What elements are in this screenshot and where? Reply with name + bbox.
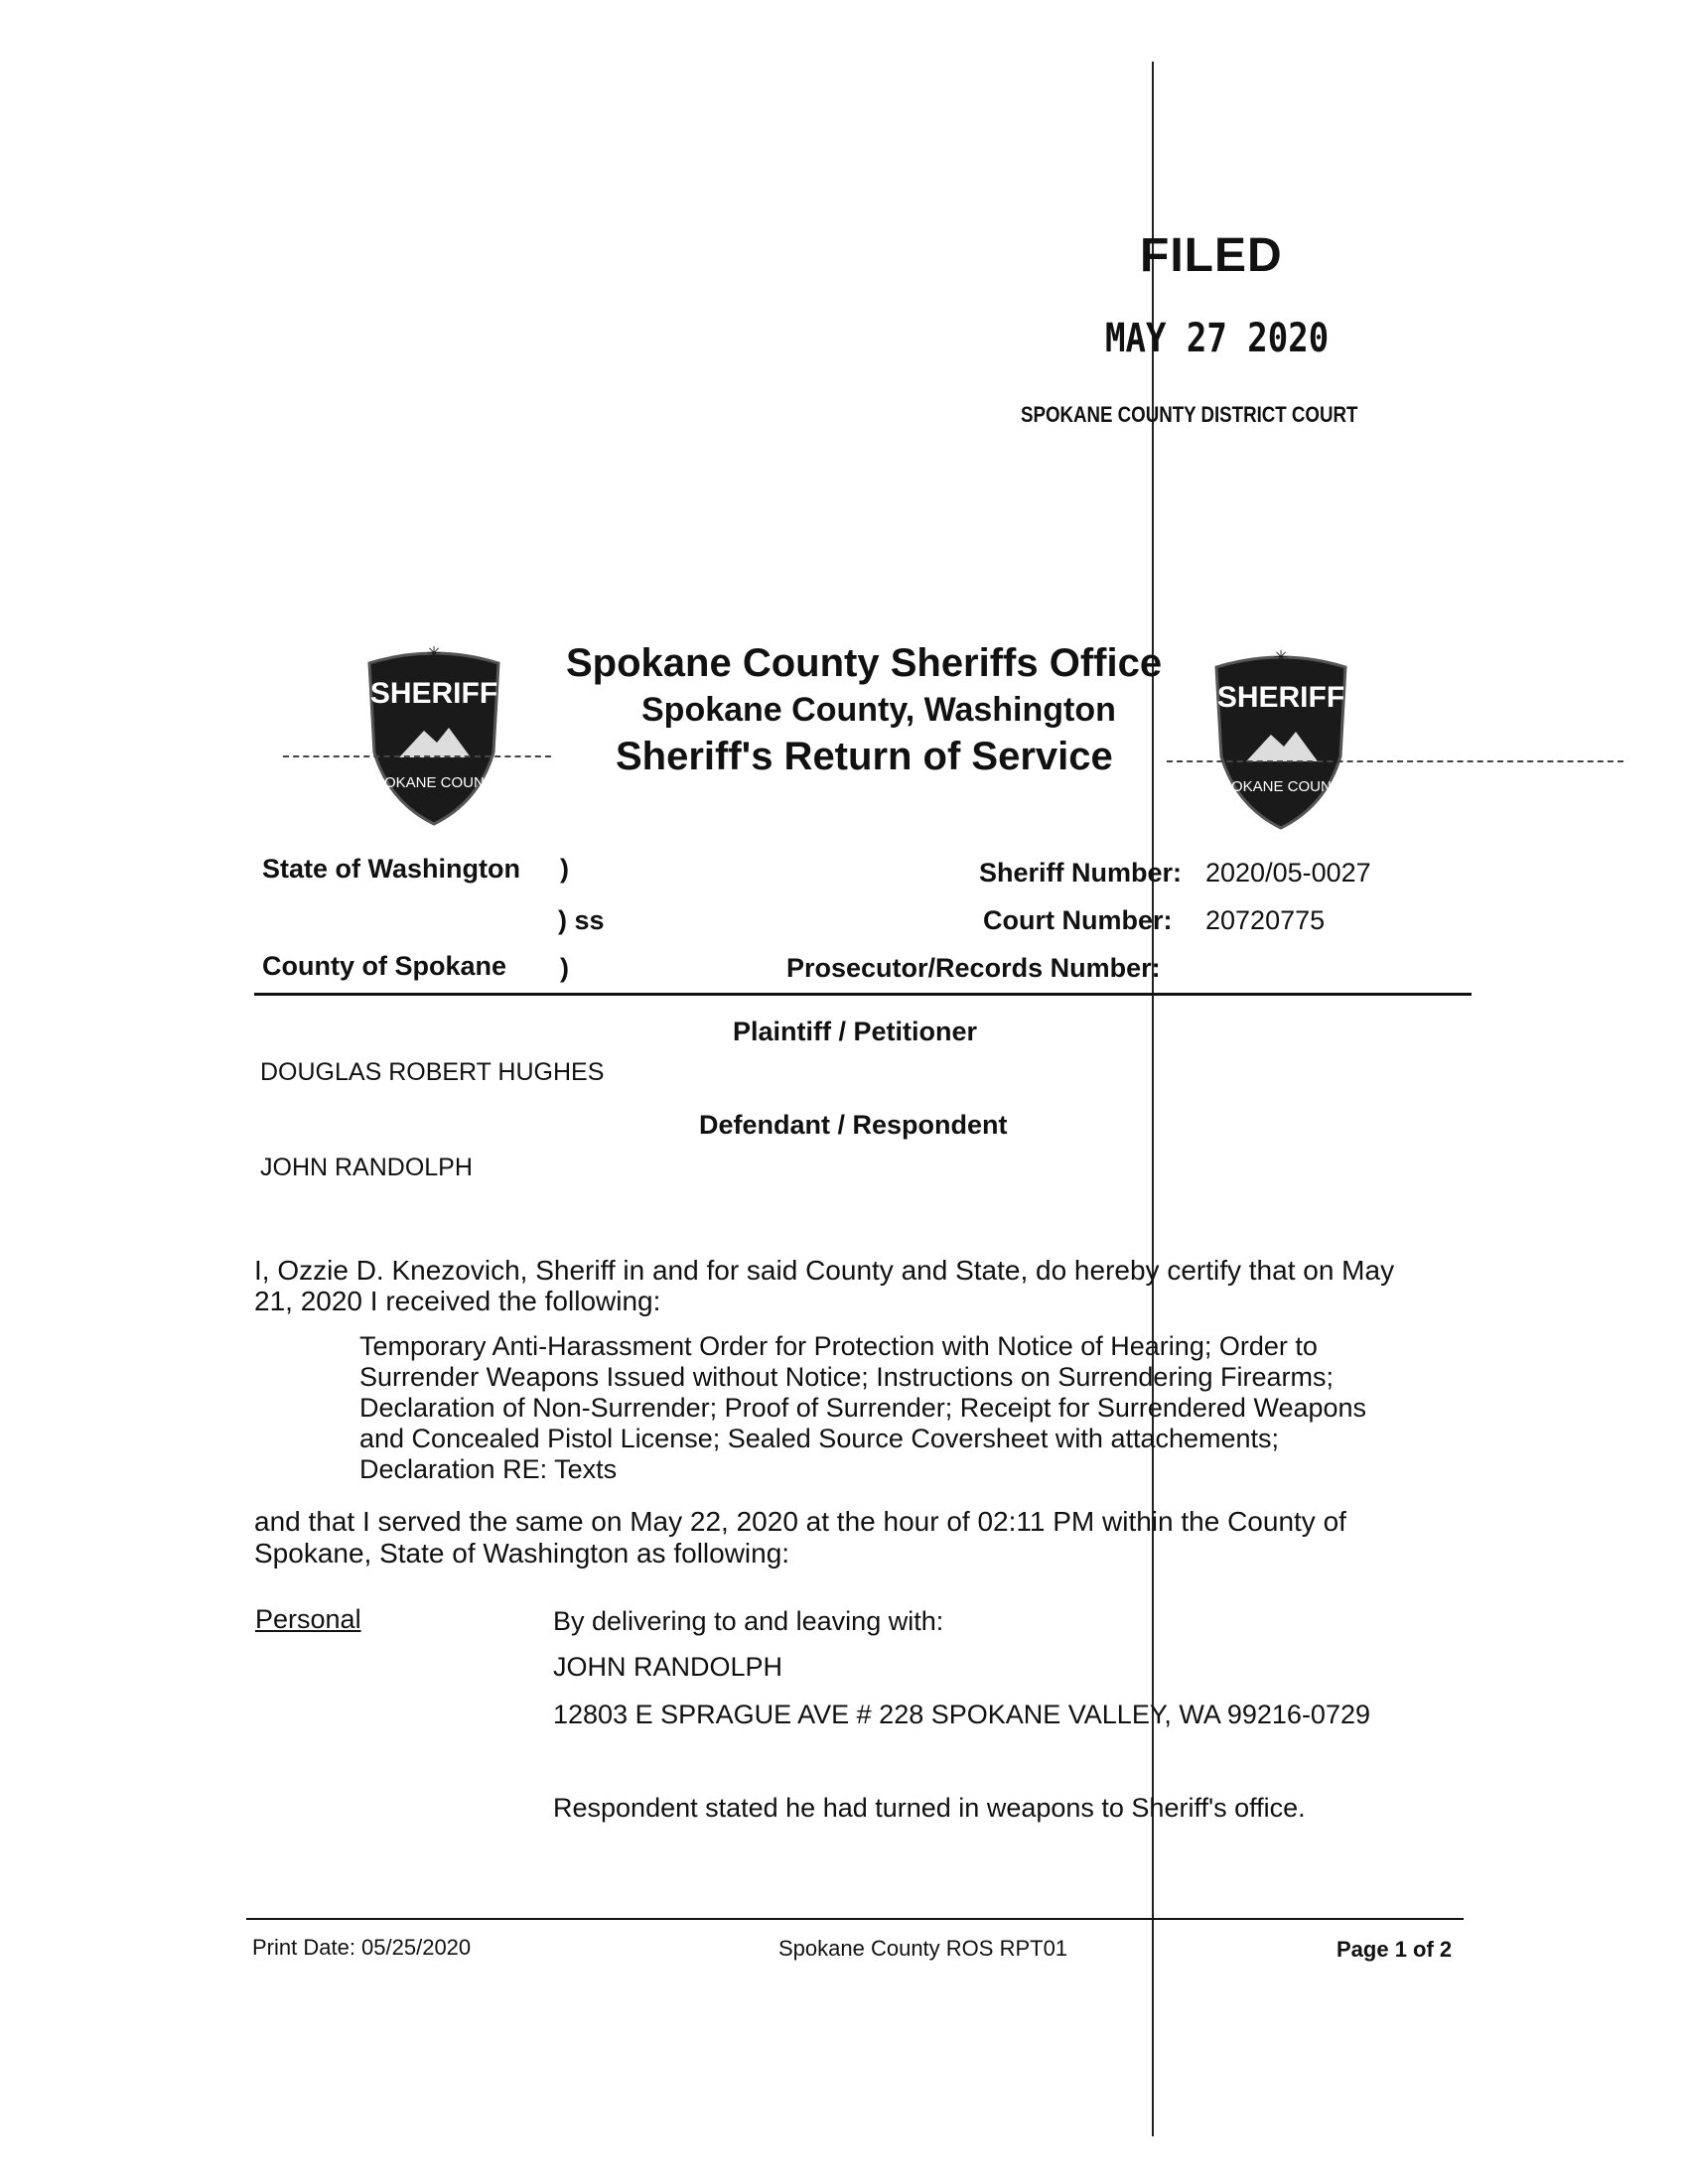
sheriff-number-label: Sheriff Number: <box>979 858 1183 887</box>
report-name: Spokane County ROS RPT01 <box>778 1936 1068 1961</box>
prosecutor-number-label: Prosecutor/Records Number: <box>786 953 1161 983</box>
footer-divider <box>246 1918 1464 1920</box>
document-list-line: Declaration of Non-Surrender; Proof of Surrender; Receipt for Surrendered Weapons <box>359 1393 1367 1423</box>
court-number-value: 20720775 <box>1205 905 1326 935</box>
stamp-vertical-line <box>1152 62 1154 2136</box>
service-method: By delivering to and leaving with: <box>553 1606 944 1636</box>
header-dash-left <box>283 755 551 757</box>
venue-paren-3: ) <box>560 953 569 983</box>
document-list-line: Temporary Anti-Harassment Order for Protection with Notice of Hearing; Order to <box>359 1331 1318 1361</box>
badge-text-top: SHERIFF <box>1216 681 1345 714</box>
document-list-line: Declaration RE: Texts <box>359 1454 618 1484</box>
page-number: Page 1 of 2 <box>1336 1937 1453 1962</box>
plaintiff-label: Plaintiff / Petitioner <box>733 1017 978 1046</box>
court-number-label: Court Number: <box>983 905 1173 935</box>
filed-date: MAY 27 2020 <box>1105 316 1330 361</box>
section-divider <box>254 993 1472 996</box>
venue-paren-1: ) <box>560 854 569 884</box>
print-date: Print Date: 05/25/2020 <box>252 1935 472 1960</box>
badge-text-bottom: SPOKANE COUNTY <box>1210 778 1351 795</box>
venue-state: State of Washington <box>262 854 520 884</box>
served-line-1: and that I served the same on May 22, 2020 at the hour of 02:11 PM within the County of <box>254 1506 1346 1537</box>
office-title: Spokane County Sheriffs Office <box>566 641 1163 685</box>
document-list <box>359 1331 1366 1485</box>
certification-line-2: 21, 2020 I received the following: <box>254 1286 661 1316</box>
filed-stamp: FILED <box>1140 229 1283 282</box>
defendant-label: Defendant / Respondent <box>699 1110 1008 1140</box>
county-subtitle: Spokane County, Washington <box>641 691 1116 729</box>
sheriff-badge-right-icon <box>1206 647 1355 831</box>
header-dash-right <box>1167 760 1623 762</box>
served-person-name: JOHN RANDOLPH <box>553 1652 783 1682</box>
document-list-line: and Concealed Pistol License; Sealed Source Coversheet with attachements; <box>359 1424 1280 1453</box>
service-address: 12803 E SPRAGUE AVE # 228 SPOKANE VALLEY, WA 99216-0729 <box>553 1700 1370 1729</box>
venue-ss: ) ss <box>558 905 605 935</box>
certification-line-1: I, Ozzie D. Knezovich, Sheriff in and for said County and State, do hereby certify that on May <box>254 1255 1395 1286</box>
defendant-name: JOHN RANDOLPH <box>260 1154 473 1181</box>
badge-text-top: SHERIFF <box>369 677 498 710</box>
venue-county: County of Spokane <box>262 951 507 981</box>
document-title: Sheriff's Return of Service <box>616 735 1113 778</box>
svg-text:✳: ✳ <box>1273 647 1289 667</box>
badge-text-bottom: SPOKANE COUNTY <box>363 774 504 791</box>
document-list-line: Surrender Weapons Issued without Notice; Instructions on Surrendering Firearms; <box>359 1362 1334 1392</box>
sheriff-number-value: 2020/05-0027 <box>1205 858 1371 887</box>
service-type: Personal <box>255 1604 361 1634</box>
service-note: Respondent stated he had turned in weapons to Sheriff's office. <box>553 1793 1306 1823</box>
plaintiff-name: DOUGLAS ROBERT HUGHES <box>260 1058 605 1086</box>
served-line-2: Spokane, State of Washington as following: <box>254 1538 790 1569</box>
sheriff-badge-left-icon <box>359 643 508 827</box>
filed-court: SPOKANE COUNTY DISTRICT COURT <box>1021 402 1358 427</box>
svg-text:✳: ✳ <box>426 643 442 663</box>
